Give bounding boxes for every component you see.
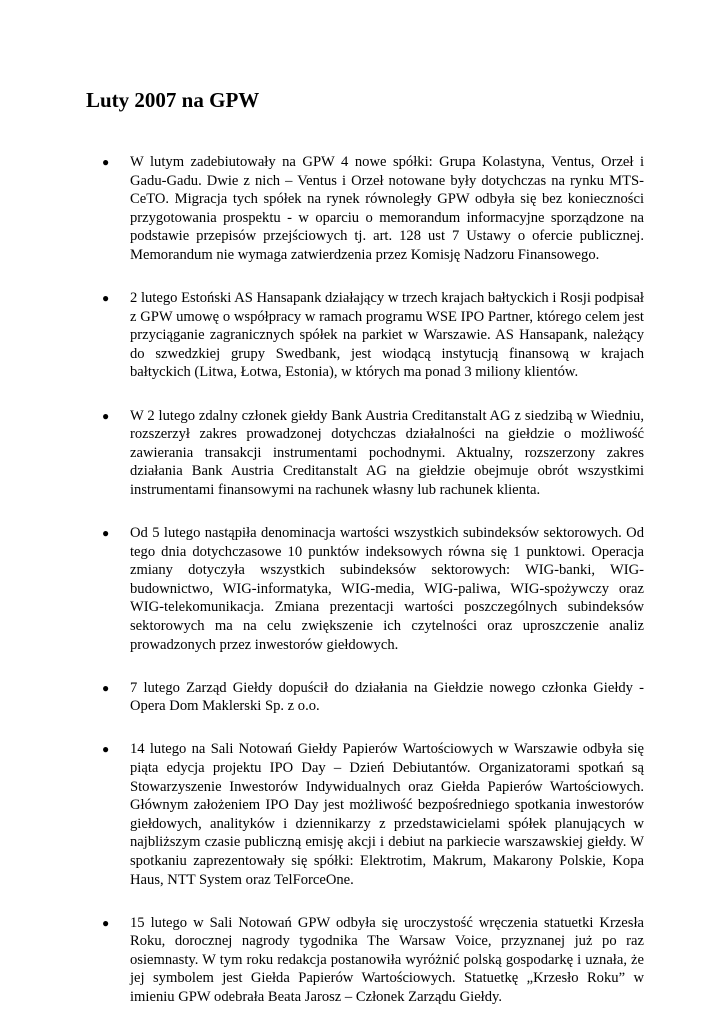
bullet-icon: ● [102,291,110,306]
list-item-text: W 2 lutego zdalny członek giełdy Bank Austria Creditanstalt AG z siedzibą w Wiedniu, rozszerzył zakres prowadzonej dotychczas działalności na giełdzie o możliwość zawierania transakcji instrumentami pochodnymi. Aktualny, rozszerzony zakres działania Bank Austria Creditanstalt AG na giełdzie obejmuje obrót wszystkimi instrumentami finansowymi na rachunek własny lub rachunek klienta. [130,407,644,498]
list-item [100,679,644,716]
list-item [100,524,644,654]
list-item-text: 15 lutego w Sali Notowań GPW odbyła się uroczystość wręczenia statuetki Krzesła Roku, dorocznej nagrody tygodnika The Warsaw Voice, przyznanej już po raz osiemnasty. W tym roku redakcja postanowiła wyróżnić polską gospodarkę i uznała, że jej symbolem jest Giełda Papierów Wartościowych. Statuetkę „Krzesło Roku” w imieniu GPW odebrała Beata Jarosz – Członek Zarządu Giełdy. [130,914,644,1005]
list-item [100,407,644,500]
list-item [100,914,644,1007]
bullet-icon: ● [102,915,110,930]
list-item-text: 7 lutego Zarząd Giełdy dopuścił do działania na Giełdzie nowego członka Giełdy - Opera Dom Maklerski Sp. z o.o. [130,679,644,715]
bullet-icon: ● [102,680,110,695]
page-title: Luty 2007 na GPW [86,88,260,112]
bullet-icon: ● [102,742,110,757]
bullet-icon: ● [102,155,110,169]
list-item-text: 2 lutego Estoński AS Hansapank działający w trzech krajach bałtyckich i Rosji podpisał z GPW umowę o współpracy w ramach programu WSE IPO Partner, którego celem jest przyciąganie zagranicznych spółek na parkiet w Warszawie. AS Hansapank, należący do szwedzkiej grupy Swedbank, jest wiodącą instytucją finansową w krajach bałtyckich (Litwa, Łotwa, Estonia), w których ma ponad 3 miliony klientów. [130,290,644,381]
news-list [100,153,644,1031]
list-item [100,740,644,889]
list-item [100,289,644,382]
list-item-text: 14 lutego na Sali Notowań Giełdy Papierów Wartościowych w Warszawie odbyła się piąta edycja projektu IPO Day – Dzień Debiutantów. Organizatorami spotkań są Stowarzyszenie Inwestorów Indywidualnych oraz Giełda Papierów Wartościowych. Głównym założeniem IPO Day jest możliwość bezpośredniego spotkania inwestorów giełdowych, analityków i dziennikarzy z przedstawicielami spółek planujących w najbliższym czasie publiczną emisję akcji i debiut na parkiecie warszawskiej giełdy. W spotkaniu zaprezentowały się spółki: Elektrotim, Makrum, Makarony Polskie, Kopa Haus, NTT System oraz TelForceOne. [130,741,644,888]
bullet-icon: ● [102,526,110,540]
list-item [100,153,644,265]
list-item-text: Od 5 lutego nastąpiła denominacja wartości wszystkich subindeksów sektorowych. Od tego dnia dotychczasowe 10 punktów indeksowych równa się 1 punktowi. Operacja zmiany dotyczyła wszystkich subindeksów sektorowych: WIG-banki, WIG-budownictwo, WIG-informatyka, WIG-media, WIG-paliwa, WIG-spożywczy oraz WIG-telekomunikacja. Zmiana prezentacji wartości poszczególnych subindeksów sektorowych ma na celu zwiększenie ich czytelności oraz uproszczenie analiz prowadzonych przez inwestorów giełdowych. [130,525,644,653]
bullet-icon: ● [102,408,110,423]
list-item-text: W lutym zadebiutowały na GPW 4 nowe spółki: Grupa Kolastyna, Ventus, Orzeł i Gadu-Gadu. Dwie z nich – Ventus i Orzeł notowane były dotychczas na rynku MTS-CeTO. Migracja tych spółek na rynek równoległy GPW odbyła się bez konieczności przygotowania prospektu - w oparciu o memorandum informacyjne sporządzone na podstawie przepisów przejściowych tj. art. 128 ust 7 Ustawy o ofercie publicznej. Memorandum nie wymaga zatwierdzenia przez Komisję Nadzoru Finansowego. [130,154,644,263]
